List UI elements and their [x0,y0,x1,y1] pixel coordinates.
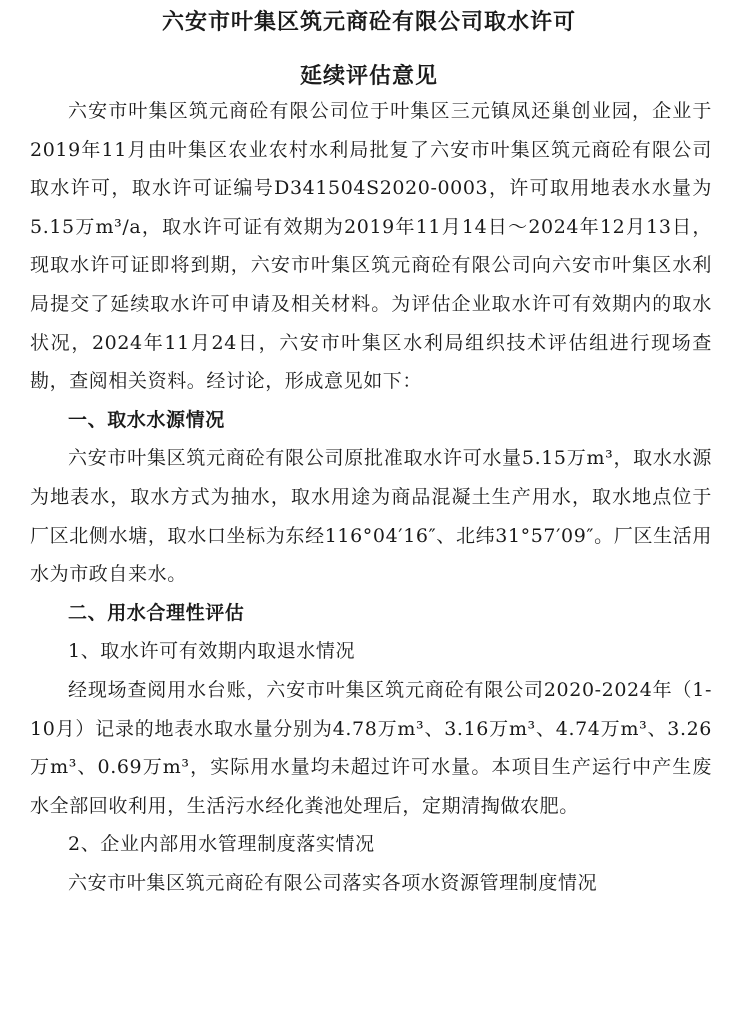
subheading-management-system: 2、企业内部用水管理制度落实情况 [68,833,375,856]
document-body [30,92,712,902]
management-system-paragraph: 六安市叶集区筑元商砼有限公司落实各项水资源管理制度情况 [68,871,598,894]
withdrawal-records-paragraph: 经现场查阅用水台账，六安市叶集区筑元商砼有限公司2020-2024年（1-10月）记录的地表水取水量分别为4.78万m³、3.16万m³、4.74万m³、3.26万m³、0.69万m³，实际用水量均未超过许可水量。本项目生产运行中产生废水全部回收利用，生活污水经化粪池处理后，定期清掏做农肥。 [30,678,712,817]
water-source-paragraph: 六安市叶集区筑元商砼有限公司原批准取水许可水量5.15万m³，取水水源为地表水，取水方式为抽水，取水用途为商品混凝土生产用水，取水地点位于厂区北侧水塘，取水口坐标为东经116°04′16″、北纬31°57′09″。厂区生活用水为市政自来水。 [30,447,712,586]
section-heading-water-source: 一、取水水源情况 [68,408,225,431]
document-title-line-2: 延续评估意见 [299,63,438,89]
subheading-withdrawal-discharge: 1、取水许可有效期内取退水情况 [68,640,356,663]
section-heading-water-use-assessment: 二、用水合理性评估 [68,601,245,624]
document-title-line-1: 六安市叶集区筑元商砼有限公司取水许可 [161,9,576,35]
intro-paragraph: 六安市叶集区筑元商砼有限公司位于叶集区三元镇凤还巢创业园，企业于2019年11月由叶集区农业农村水利局批复了六安市叶集区筑元商砼有限公司取水许可，取水许可证编号D341504S2020-0003，许可取用地表水水量为5.15万m³/a，取水许可证有效期为2019年11月14日～2024年12月13日，现取水许可证即将到期，六安市叶集区筑元商砼有限公司向六安市叶集区水利局提交了延续取水许可申请及相关材料。为评估企业取水许可有效期内的取水状况，2024年11月24日，六安市叶集区水利局组织技术评估组进行现场查勘，查阅相关资料。经讨论，形成意见如下： [30,100,712,393]
